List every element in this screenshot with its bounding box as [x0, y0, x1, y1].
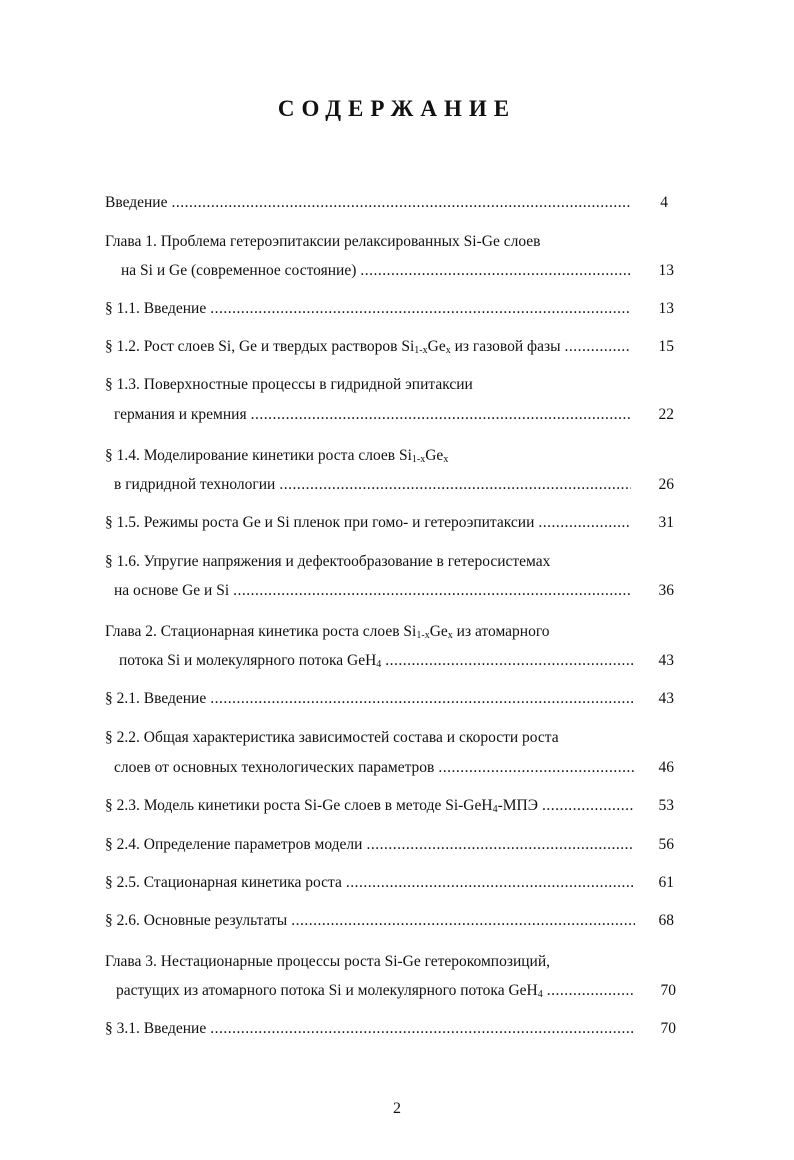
toc-line: [105, 337, 635, 357]
toc-entry-title: § 1.1. Введение: [105, 300, 207, 317]
toc-leader: [291, 911, 635, 931]
toc-leader: [279, 475, 631, 495]
toc-entry-title: § 2.5. Стационарная кинетика роста: [105, 874, 342, 891]
toc-entry-title-cont: на Si и Ge (современное состояние): [121, 262, 357, 279]
toc-line: [105, 796, 637, 816]
toc-entry-title-cont: германия и кремния: [114, 406, 247, 423]
toc-entry-title: Глава 1. Проблема гетероэпитаксии релаксированных Si-Ge слоев: [105, 233, 541, 250]
toc-line: [105, 622, 550, 642]
toc-line: [105, 728, 559, 748]
toc-line: [105, 689, 637, 709]
toc-entry-title: Глава 3. Нестационарные процессы роста Si-Ge гетерокомпозиций,: [105, 953, 551, 970]
page-number: 2: [393, 1100, 401, 1117]
toc-page-number: 46: [658, 759, 674, 776]
toc-line: [114, 758, 639, 778]
toc-line: [114, 581, 635, 601]
toc-leader: [171, 193, 631, 213]
toc-leader: [210, 1019, 633, 1039]
toc-page-number: 53: [658, 797, 674, 814]
toc-page-number: 61: [658, 874, 674, 891]
toc-leader: [385, 651, 633, 671]
toc-entry-title: Глава 2. Стационарная кинетика роста слоев $Si_{1-x}Ge_x$ из атомарного: [105, 623, 550, 641]
toc-leader: [438, 758, 635, 778]
toc-entry-title: § 2.1. Введение: [105, 690, 207, 707]
toc-entry-title-cont: слоев от основных технологических параметров: [114, 759, 435, 776]
toc-entry-title-cont: на основе Ge и Si: [114, 582, 230, 599]
toc-page-number: 22: [658, 406, 674, 423]
toc-page-number: 70: [660, 1020, 676, 1037]
toc-entry-title: § 2.2. Общая характеристика зависимостей состава и скорости роста: [105, 729, 559, 746]
toc-line: [105, 873, 637, 893]
toc-leader: [547, 981, 633, 1001]
toc-page-number: 13: [658, 262, 674, 279]
toc-line: [105, 552, 550, 572]
toc-page-number: 4: [660, 194, 668, 211]
toc-line: [105, 911, 639, 931]
toc-entry-title: § 2.4. Определение параметров модели: [105, 836, 363, 853]
toc-page-number: 36: [658, 582, 674, 599]
toc-leader: [538, 513, 631, 533]
toc-page-number: 13: [658, 300, 674, 317]
toc-entry-title: § 3.1. Введение: [105, 1020, 207, 1037]
toc-line: [105, 446, 448, 466]
toc-line: [105, 232, 540, 252]
toc-leader: [360, 261, 631, 281]
toc-line: [105, 375, 473, 395]
toc-line: [105, 193, 635, 213]
toc-page-number: 15: [658, 338, 674, 355]
toc-entry-title: § 2.6. Основные результаты: [105, 912, 288, 929]
toc-page-number: 31: [658, 514, 674, 531]
toc-line: [105, 835, 637, 855]
toc-line: [116, 981, 637, 1001]
toc-entry-title-cont: потока Si и молекулярного потока GeH$_4$: [119, 652, 382, 670]
toc-leader: [233, 581, 631, 601]
toc-line: [105, 513, 635, 533]
toc-entry-title: Введение: [105, 194, 168, 211]
toc-leader: [542, 796, 633, 816]
toc-entry-title: § 2.3. Модель кинетики роста Si-Ge слоев в методе Si-GeH$_4$-МПЭ: [105, 797, 538, 815]
toc-leader: [346, 873, 633, 893]
toc-line: [114, 475, 635, 495]
toc-entry-title: § 1.4. Моделирование кинетики роста слоев $Si_{1-x}Ge_x$: [105, 447, 449, 465]
toc-line: [105, 299, 635, 319]
toc-line: [121, 261, 635, 281]
toc-page-number: 26: [658, 476, 674, 493]
toc-page-number: 68: [658, 912, 674, 929]
toc-entry-title: § 1.3. Поверхностные процессы в гидридной эпитаксии: [105, 376, 473, 393]
toc-leader: [210, 689, 633, 709]
toc-page-number: 43: [658, 652, 674, 669]
toc-entry-title: § 1.6. Упругие напряжения и дефектообразование в гетеросистемах: [105, 553, 551, 570]
toc-page-number: 56: [658, 836, 674, 853]
toc-line: [105, 952, 550, 972]
toc-leader: [210, 299, 631, 319]
toc-page-number: 70: [660, 982, 676, 999]
toc-entry-title-cont: растущих из атомарного потока Si и молекулярного потока GeH$_4$: [116, 982, 543, 1000]
toc-leader: [366, 835, 633, 855]
toc-entry-title-cont: в гидридной технологии: [114, 476, 276, 493]
page-title: СОДЕРЖАНИЕ: [277, 96, 517, 121]
toc-leader: [565, 337, 632, 357]
toc-line: [114, 405, 635, 425]
toc-line: [119, 651, 637, 671]
toc-entry-title: § 1.5. Режимы роста Ge и Si пленок при гомо- и гетероэпитаксии: [105, 514, 535, 531]
toc-line: [105, 1019, 637, 1039]
toc-entry-title: § 1.2. Рост слоев Si, Ge и твердых растворов $Si_{1-x}Ge_x$ из газовой фазы: [105, 338, 561, 356]
toc-leader: [251, 405, 631, 425]
toc-page-number: 43: [658, 690, 674, 707]
